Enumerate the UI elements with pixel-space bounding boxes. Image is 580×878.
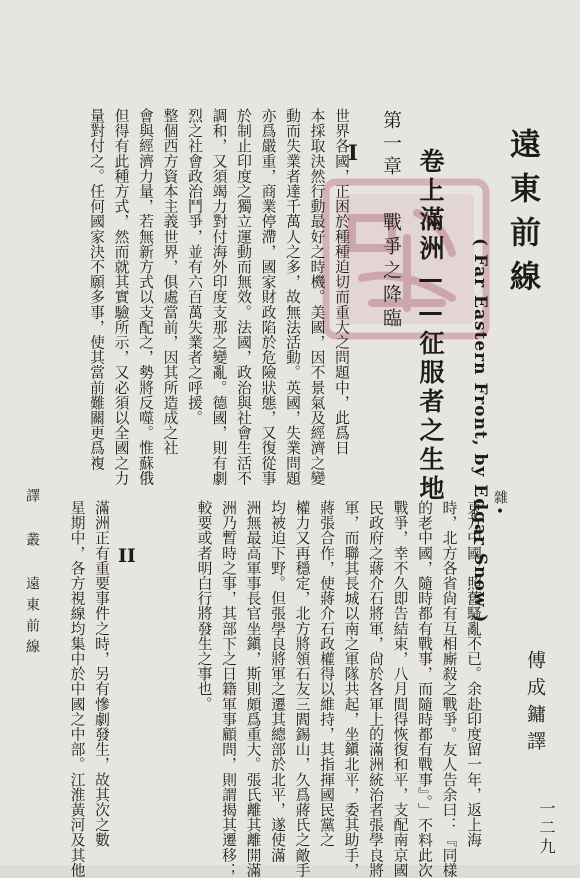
main-text-column-6: 調和，又須竭力對付海外印度支那之變亂。德國，則有劇 (210, 108, 228, 486)
main-text-column-10: 但得有此種方式，然而就其實驗所示，又必須以全國之力 (112, 108, 130, 486)
section1-column-9: 均被迫下野。但張學良將軍之遷其總部於北平，遂使滿 (269, 500, 286, 863)
section1-column-6: 軍，而聯其長城以南之軍隊共起，坐鎭北平，委其助手， (342, 500, 360, 878)
section1-column-1: 東方中國，照舊騷亂不已。余赴印度留一年，返上海 (465, 500, 482, 848)
section1-column-3: 的老中國，隨時都有戰事，而隨時都有戰事』。」不料此次 (416, 500, 433, 878)
book-title: 遠東前線 (504, 128, 540, 304)
section-mark-2: II (118, 545, 136, 567)
section2-column-1: 滿洲正有重要事件之時，另有慘劇發生，故其次之數 (93, 500, 110, 848)
note-marker: 雜• (492, 490, 508, 520)
section1-column-2: 時，北方各省尙有互相廝殺之戰爭。友人告余曰：『同樣 (440, 500, 458, 878)
section1-column-4: 戰爭，幸不久即告結束，八月間得恢復和平，支配南京國 (391, 500, 409, 878)
section1-column-12: 較要或者明白行將發生之事也。 (195, 500, 213, 712)
section1-column-7: 蔣張合作，使蔣介石政權得以維持，其指揮國民黨之 (318, 500, 335, 848)
section-mark-1: I (348, 140, 358, 165)
main-text-column-1: 世界各國，正困於種種迫切而重大之問題中，此爲日 (333, 108, 350, 456)
section1-column-5: 民政府之蔣介石將軍，尙於各軍上的滿洲統治者張學良將 (367, 500, 384, 878)
main-text-column-9: 會與經濟力量，若無新方式以支配之，勢將反噬。惟蘇俄 (137, 108, 154, 486)
section1-column-11: 洲乃暫時之事，其部下之日籍軍事顧問，則謂揭其遷移； (220, 500, 237, 878)
chapter-number: 第一章 (380, 110, 402, 179)
translator-credit: 傅成鏞譯 (524, 650, 546, 758)
main-text-column-8: 整個西方資本主義世界，俱處當前，因其所造成之社 (161, 108, 179, 456)
volume-title: 卷上滿洲——征服者之生地 (416, 148, 445, 504)
main-text-column-2: 本採取決然行動最好之時機。美國，因不景氣及經濟之變 (308, 108, 326, 486)
section1-column-8: 權力又再穩定，北方將領石友三閻錫山，久爲蔣氏之敵手 (293, 500, 311, 878)
main-text-column-11: 量對付之。任何國家決不願多事，使其當前難關更爲複 (88, 108, 105, 471)
main-text-column-3: 動而失業者達千萬人之多，故無法活動。英國，失業問題 (284, 108, 301, 486)
english-subtitle: ( Far Eastern Front, by Edgar Snow ) (470, 238, 490, 624)
main-text-column-4: 亦爲嚴重，商業停滯，國家財政陷於危險狀態，又復從事 (259, 108, 277, 486)
page-number: 一二九 (537, 800, 556, 857)
section2-column-2: 星期中，各方視線均集中於中國之中部。江淮黃河及其他 (68, 500, 86, 878)
section1-column-10: 洲無最高軍事長官坐鎭，斯則頗爲重大。張氏離其離開滿 (244, 500, 262, 878)
footer-label: 譯 叢 遠東前線 (24, 488, 40, 660)
main-text-column-7: 烈之社會政治鬥爭，並有六百萬失業者之呼援。 (186, 108, 203, 426)
main-text-column-5: 於制止印度之獨立運動而無效。法國，政治與社會生活不 (235, 108, 252, 486)
chapter-title: 戰爭之降臨 (380, 212, 402, 332)
